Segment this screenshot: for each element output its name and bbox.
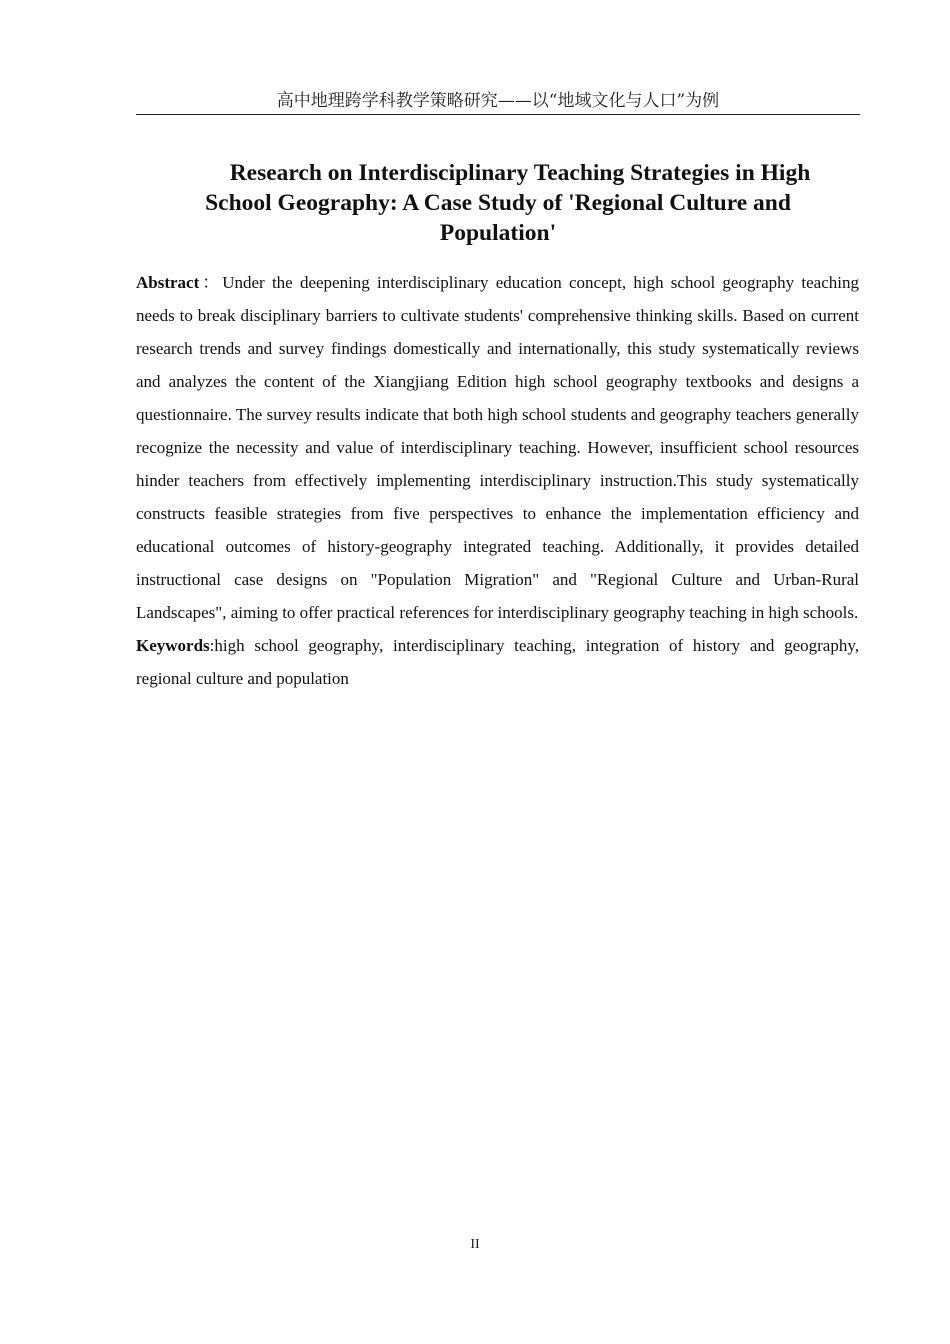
- title-line-1: Research on Interdisciplinary Teaching Strategies in High: [229, 160, 811, 186]
- keywords-text: high school geography, interdisciplinary teaching, integration of history and geography, regional culture and population: [136, 636, 859, 688]
- running-header: [136, 90, 860, 115]
- abstract-paragraph: [136, 266, 859, 629]
- keywords-paragraph: [136, 629, 859, 695]
- keywords-label: Keywords: [136, 636, 210, 655]
- page-number: II: [470, 1237, 480, 1252]
- keywords-separator: :: [209, 636, 215, 655]
- running-header-text: 高中地理跨学科教学策略研究——以“地域文化与人口”为例: [276, 91, 720, 111]
- title-line-2: School Geography: A Case Study of 'Regional Culture and: [205, 190, 791, 216]
- abstract-section: [136, 266, 859, 695]
- abstract-separator: ：: [199, 273, 223, 292]
- title-line-3: Population': [439, 220, 557, 246]
- abstract-label: Abstract: [136, 273, 200, 292]
- abstract-text: Under the deepening interdisciplinary education concept, high school geography teaching needs to break disciplinary barriers to cultivate students' comprehensive thinking skills. Based on current research trends and survey findings domestically and internationally, this study systematically reviews and analyzes the content of the Xiangjiang Edition high school geography textbooks and designs a questionnaire. The survey results indicate that both high school students and geography teachers generally recognize the necessity and value of interdisciplinary teaching. However, insufficient school resources hinder teachers from effectively implementing interdisciplinary instruction.This study systematically constructs feasible strategies from five perspectives to enhance the implementation efficiency and educational outcomes of history-geography integrated teaching. Additionally, it provides detailed instructional case designs on "Population Migration" and "Regional Culture and Urban-Rural Landscapes", aiming to offer practical references for interdisciplinary geography teaching in high schools.: [136, 273, 859, 622]
- paper-title: [150, 158, 846, 248]
